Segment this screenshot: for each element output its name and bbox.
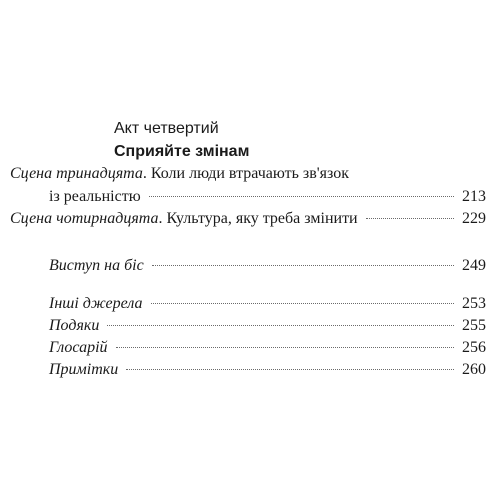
- toc-entry-acknowledgements[interactable]: [49, 316, 486, 336]
- scene-13-label: Сцена тринадцята: [10, 165, 143, 182]
- scene-13-title-cont: із реальністю: [49, 188, 141, 205]
- page-number: 255: [462, 317, 486, 334]
- glossary-label: Глосарій: [49, 339, 108, 356]
- other-sources-label: Інші джерела: [49, 295, 143, 312]
- dot-leader: [116, 347, 454, 348]
- toc-entry-scene-13-line1[interactable]: [10, 164, 349, 184]
- toc-entry-other-sources[interactable]: [49, 294, 486, 314]
- act-label: Акт четвертий: [114, 120, 219, 137]
- toc-entry-glossary[interactable]: [49, 338, 486, 358]
- page-number: 229: [462, 210, 486, 227]
- dot-leader: [152, 265, 454, 266]
- encore-label: Виступ на біс: [49, 257, 144, 274]
- scene-14-label: Сцена чотирнадцята: [10, 210, 159, 227]
- toc-entry-encore[interactable]: [49, 256, 486, 276]
- scene-14-title: . Культура, яку треба змінити: [158, 210, 358, 227]
- dot-leader: [366, 218, 454, 219]
- page-number: 249: [462, 257, 486, 274]
- page-number: 213: [462, 188, 486, 205]
- toc-entry-notes[interactable]: [49, 360, 486, 380]
- page-number: 256: [462, 339, 486, 356]
- dot-leader: [149, 196, 454, 197]
- acknowledgements-label: Подяки: [49, 317, 100, 334]
- toc-entry-scene-14[interactable]: [10, 209, 486, 229]
- notes-label: Примітки: [49, 361, 119, 378]
- page-number: 260: [462, 361, 486, 378]
- dot-leader: [107, 325, 454, 326]
- toc-entry-scene-13-line2[interactable]: [49, 187, 486, 207]
- dot-leader: [151, 303, 454, 304]
- scene-13-title: . Коли люди втрачають зв'язок: [142, 165, 350, 182]
- act-title: Сприяйте змінам: [114, 143, 250, 160]
- page-number: 253: [462, 295, 486, 312]
- dot-leader: [126, 369, 454, 370]
